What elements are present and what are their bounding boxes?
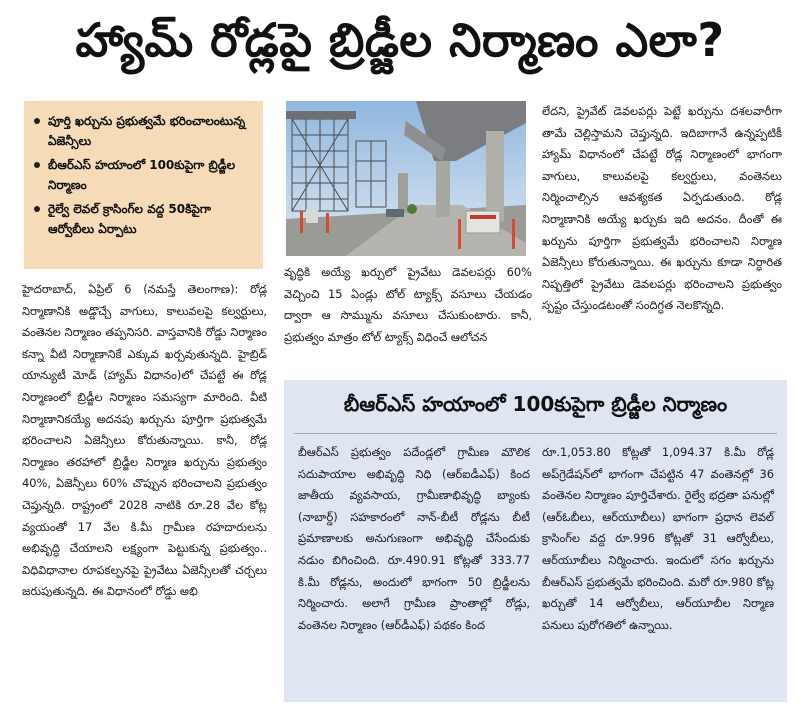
sidebar-story-paragraph: రూ.1,053.80 కోట్లతో 1,094.37 కి.మీ రోడ్ల అప్‌గ్రెడేషన్‌లో భాగంగా చేపట్టిన 47 వంతెనల్లో 36 వంతెనల నిర్మాణం పూర్తిచేశారు. రైల్వే భద్రతా పనుల్లో (ఆర్‌ఓబీలు, ఆర్‌యూబీలు) భాగంగా ప్రధాన లెవల్ క్రాసింగ్‌ల వద్ద రూ.996 కోట్లతో 31 ఆర్వోబీలు, ఆర్‌యూబీలు నిర్మించారు. ఇందులో సగం ఖర్చును బీఆర్ఎస్ ప్రభుత్వమే భరించింది. మరో రూ.980 కోట్ల ఖర్చుతో 14 ఆర్వోబీలు, ఆర్‌యూబీల నిర్మాణ పనులు పురోగతిలో ఉన్నాయి. — [542, 445, 774, 632]
highlight-item — [34, 111, 255, 151]
article-paragraph: లేదని, ప్రైవేట్ డెవలపర్లు పెట్టే ఖర్చును దశలవారీగా తామే చెల్లిస్తామని చెప్తున్నది. ఇదిబాగానే ఉన్నప్పటికీ హ్యామ్ విధానంలో చేపట్టే రోడ్ల నిర్మాణంలో భాగంగా వాగులు, కాలువలపై కల్వర్టులు, వంతెనలు నిర్మించాల్సిన ఆవశ్యకత ఏర్పడుతుంది. రోడ్ల నిర్మాణానికి అయ్యే ఖర్చుకు ఇది అదనం. దీంతో ఈ ఖర్చును పూర్తిగా ప్రభుత్వమే భరించాలని నిర్మాణ ఏజెన్సీలు కోరుతున్నాయి. ఈ ఖర్చును కూడా నిర్ధారిత నిష్పత్తిలో ప్రైవేటు డెవలపర్లు భరించాలని ప్రభుత్వం స్పష్టం చేస్తుండటంతో సందిగ్ధత నెలకొన్నది. — [542, 104, 782, 313]
bullet-icon — [34, 162, 40, 168]
article-column-3 — [542, 101, 782, 317]
bullet-icon — [34, 118, 40, 124]
article-paragraph: హైదరాబాద్, ఏప్రిల్ 6 (నమస్తే తెలంగాణ): రోడ్ల నిర్మాణానికి అడ్డొచ్చే వాగులు, కాలువలపై కల్వర్టులు, వంతెనల నిర్మాణం తప్పనిసరి. వాస్తవానికి రోడ్డు నిర్మాణం కన్నా వీటి నిర్మాణానికే ఎక్కువ ఖర్చవుతున్నది. హైబ్రిడ్ యాన్యుటీ మోడ్ (హ్యామ్ విధానం)లో చేపట్టే ఈ రోడ్ల నిర్మాణంలో బ్రిడ్జీల నిర్మాణం సమస్యగా మారింది. వీటి నిర్మాణానికయ్యే అదనపు ఖర్చును పూర్తిగా ప్రభుత్వమే భరించాలని ఏజెన్సీలు కోరుతున్నాయి. కానీ, రోడ్ల నిర్మాణం తరహాలో బ్రిడ్జీల నిర్మాణ ఖర్చును ప్రభుత్వం 40%, ఏజెన్సీలు 60% చొప్పున భరించాలని ప్రభుత్వం చెప్తున్నది. రాష్ట్రంలో 2028 నాటికి రూ.28 వేల కోట్ల వ్యయంతో 17 వేల కి.మీ గ్రామీణ రహదారులను అభివృద్ధి చేయాలని లక్ష్యంగా పెట్టుకున్న ప్రభుత్వం.. విధివిధానాల రూపకల్పనపై ప్రైవేటు ఏజెన్సీలతో చర్చలు జరుపుతున్నది. ఈ విధానంలో రోడ్డు అభి — [22, 282, 267, 599]
highlights-box — [24, 101, 263, 269]
bullet-icon — [34, 206, 40, 212]
highlight-item — [34, 199, 255, 239]
flyover-construction-image — [286, 101, 526, 256]
article-paragraph: వృద్ధికి అయ్యే ఖర్చులో ప్రైవేటు డెవలపర్లు 60% వెచ్చించి 15 ఏండ్లు టోల్ ట్యాక్స్ వసూలు చేయడం ద్వారా ఆ సొమ్మును వసూలు చేసుకుంటారు. కానీ, ప్రభుత్వం మాత్రం టోల్ ట్యాక్స్ విధించే ఆలోచన — [284, 265, 532, 344]
sidebar-story-column-1 — [298, 442, 530, 636]
article-column-1 — [22, 279, 267, 603]
sidebar-story-heading: బీఆర్ఎస్ హయాంలో 100కుపైగా బ్రిడ్జీల నిర్మాణం — [343, 391, 728, 416]
sidebar-story-box — [284, 380, 787, 702]
highlight-item — [34, 155, 255, 195]
sidebar-story-paragraph: బీఆర్ఎస్ ప్రభుత్వం పదేండ్లలో గ్రామీణ మౌలిక సదుపాయాల అభివృద్ధి నిధి (ఆర్ఐడీఎఫ్) కింద జాతీయ వ్యవసాయ, గ్రామీణాభివృద్ధి బ్యాంకు (నాబార్డ్) సహకారంలో నాన్-బీటీ రోడ్లను బీటీ ప్రమాణాలకు అనుగుణంగా అభివృద్ధి చేసేందుకు నడుం బిగించింది. రూ.490.91 కోట్లతో 333.77 కి.మీ రోడ్లను, అందులో భాగంగా 50 బ్రిడ్జీలను నిర్మించారు. అలాగే గ్రామీణ ప్రాంతాల్లో రోడ్లు, వంతెనల నిర్మాణం (ఆర్‌డీఎఫ్) పథకం కింద — [298, 445, 530, 632]
construction-photo — [286, 101, 526, 256]
divider — [294, 433, 777, 434]
sidebar-story-column-2 — [542, 442, 774, 636]
headline: హ్యామ్ రోడ్లపై బ్రిడ్జీల నిర్మాణం ఎలా? — [75, 13, 725, 67]
article-column-2 — [284, 262, 532, 348]
highlight-text: రైల్వే లెవల్ క్రాసింగ్‌ల వద్ద 50కిపైగా ఆర్వోబీలు ఏర్పాటు — [48, 202, 211, 236]
highlight-text: బీఆర్ఎస్ హయాంలో 100కుపైగా బ్రిడ్జీల నిర్మాణం — [48, 158, 236, 192]
highlight-text: పూర్తి ఖర్చును ప్రభుత్వమే భరించాలంటున్న ఏజెన్సీలు — [48, 114, 246, 148]
highlights-list — [34, 111, 255, 239]
